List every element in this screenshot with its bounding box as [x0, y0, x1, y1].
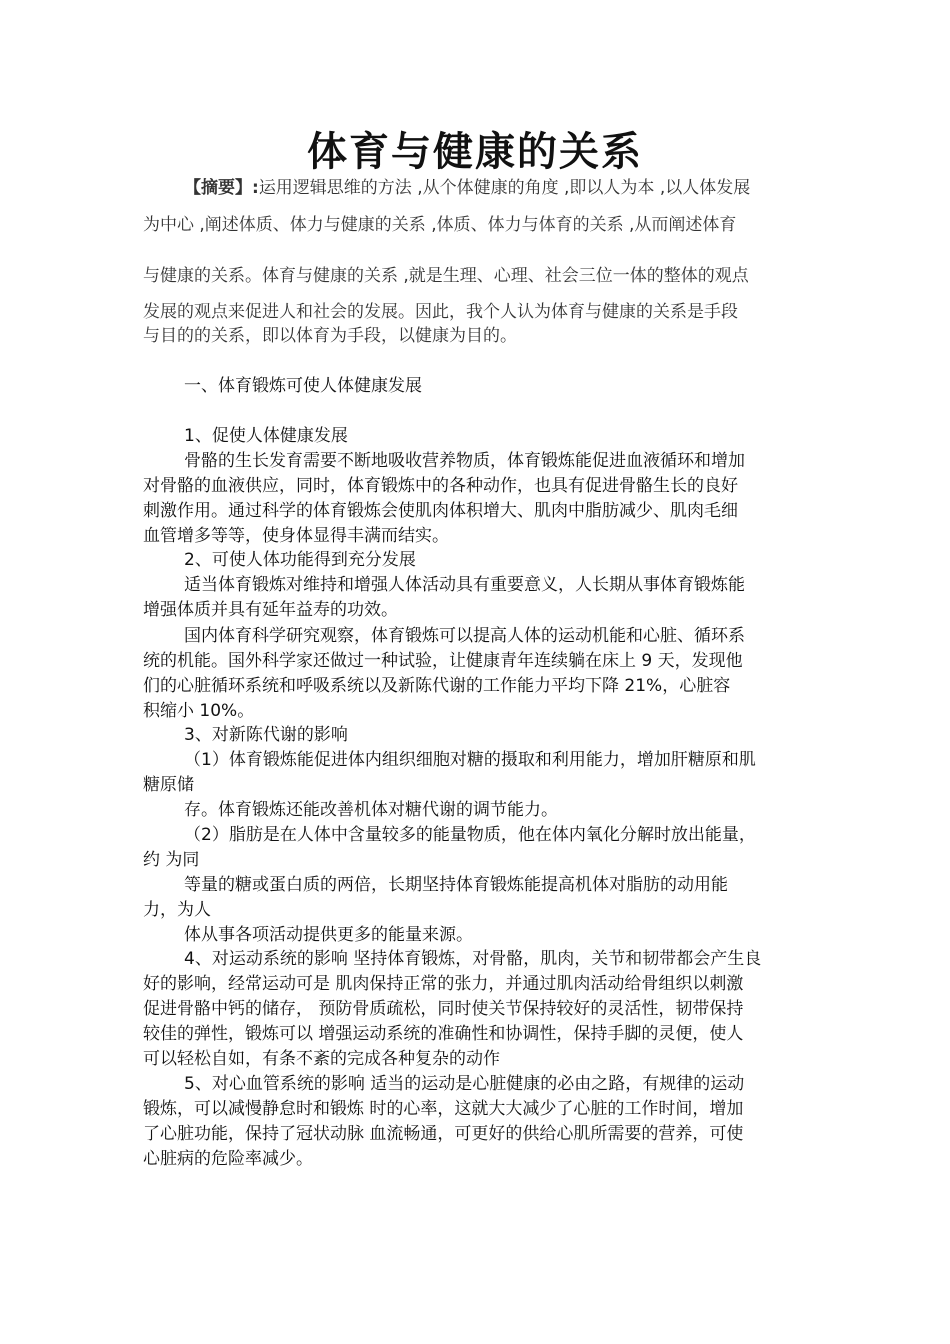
paragraph-line: 国内体育科学研究观察，体育锻炼可以提高人体的运动机能和心脏、循环系: [184, 626, 745, 646]
paragraph-line: 可以轻松自如，有条不紊的完成各种复杂的动作: [143, 1049, 500, 1069]
abstract-text: 运用逻辑思维的方法 ,从个体健康的角度 ,即以人为本 ,以人体发展: [258, 178, 751, 198]
abstract-line: 发展的观点来促进人和社会的发展。因此，我个人认为体育与健康的关系是手段: [143, 302, 738, 322]
paragraph-line: （2）脂肪是在人体中含量较多的能量物质，他在体内氧化分解时放出能量，: [184, 825, 756, 845]
paragraph-line: 血管增多等等，使身体显得丰满而结实。: [143, 526, 449, 546]
subheading: 5、对心血管系统的影响 适当的运动是心脏健康的必由之路，有规律的运动: [184, 1074, 745, 1094]
subheading: 4、对运动系统的影响 坚持体育锻炼，对骨骼，肌肉，关节和韧带都会产生良: [184, 949, 762, 969]
subheading: 3、对新陈代谢的影响: [184, 725, 348, 745]
paragraph-line: 心脏病的危险率减少。: [143, 1149, 313, 1169]
paragraph-line: 积缩小 10%。: [143, 701, 255, 721]
paragraph-line: 了心脏功能，保持了冠状动脉 血流畅通，可更好的供给心肌所需要的营养，可使: [143, 1124, 744, 1144]
document-title: 体育与健康的关系: [307, 129, 643, 175]
paragraph-line: 好的影响，经常运动可是 肌肉保持正常的张力，并通过肌肉活动给骨组织以刺激: [143, 974, 744, 994]
subheading: 1、促使人体健康发展: [184, 426, 348, 446]
abstract-line: 与健康的关系。体育与健康的关系 ,就是生理、心理、社会三位一体的整体的观点: [143, 266, 749, 286]
paragraph-line: 们的心脏循环系统和呼吸系统以及新陈代谢的工作能力平均下降 21%，心脏容: [143, 676, 731, 696]
paragraph-line: （1）体育锻炼能促进体内组织细胞对糖的摄取和利用能力，增加肝糖原和肌: [184, 750, 756, 770]
abstract-label: 【摘要】:: [184, 178, 259, 198]
paragraph-line: 统的机能。国外科学家还做过一种试验，让健康青年连续躺在床上 9 天，发现他: [143, 651, 743, 671]
paragraph-line: 等量的糖或蛋白质的两倍，长期坚持体育锻炼能提高机体对脂肪的动用能: [184, 875, 728, 895]
paragraph-line: 存。体育锻炼还能改善机体对糖代谢的调节能力。: [184, 800, 558, 820]
abstract-line: 为中心 ,阐述体质、体力与健康的关系 ,体质、体力与体育的关系 ,从而阐述体育: [143, 215, 737, 235]
paragraph-line: 约 为同: [143, 850, 200, 870]
abstract-line: 与目的的关系，即以体育为手段，以健康为目的。: [143, 326, 517, 346]
paragraph-line: 力，为人: [143, 900, 211, 920]
paragraph-line: 体从事各项活动提供更多的能量来源。: [184, 925, 473, 945]
section-heading: 一、体育锻炼可使人体健康发展: [184, 376, 422, 396]
paragraph-line: 促进骨骼中钙的储存， 预防骨质疏松，同时使关节保持较好的灵活性，韧带保持: [143, 999, 744, 1019]
paragraph-line: 刺激作用。通过科学的体育锻炼会使肌肉体积增大、肌肉中脂肪减少、肌肉毛细: [143, 501, 738, 521]
paragraph-line: 增强体质并具有延年益寿的功效。: [143, 600, 398, 620]
abstract-line: [184, 176, 750, 200]
subheading: 2、可使人体功能得到充分发展: [184, 550, 416, 570]
paragraph-line: 对骨骼的血液供应，同时，体育锻炼中的各种动作，也具有促进骨骼生长的良好: [143, 476, 738, 496]
paragraph-line: 较佳的弹性，锻炼可以 增强运动系统的准确性和协调性，保持手脚的灵便，使人: [143, 1024, 744, 1044]
paragraph-line: 骨骼的生长发育需要不断地吸收营养物质，体育锻炼能促进血液循环和增加: [184, 451, 745, 471]
paragraph-line: 锻炼，可以减慢静怠时和锻炼 时的心率，这就大大减少了心脏的工作时间，增加: [143, 1099, 744, 1119]
paragraph-line: 糖原储: [143, 775, 194, 795]
paragraph-line: 适当体育锻炼对维持和增强人体活动具有重要意义，人长期从事体育锻炼能: [184, 575, 745, 595]
